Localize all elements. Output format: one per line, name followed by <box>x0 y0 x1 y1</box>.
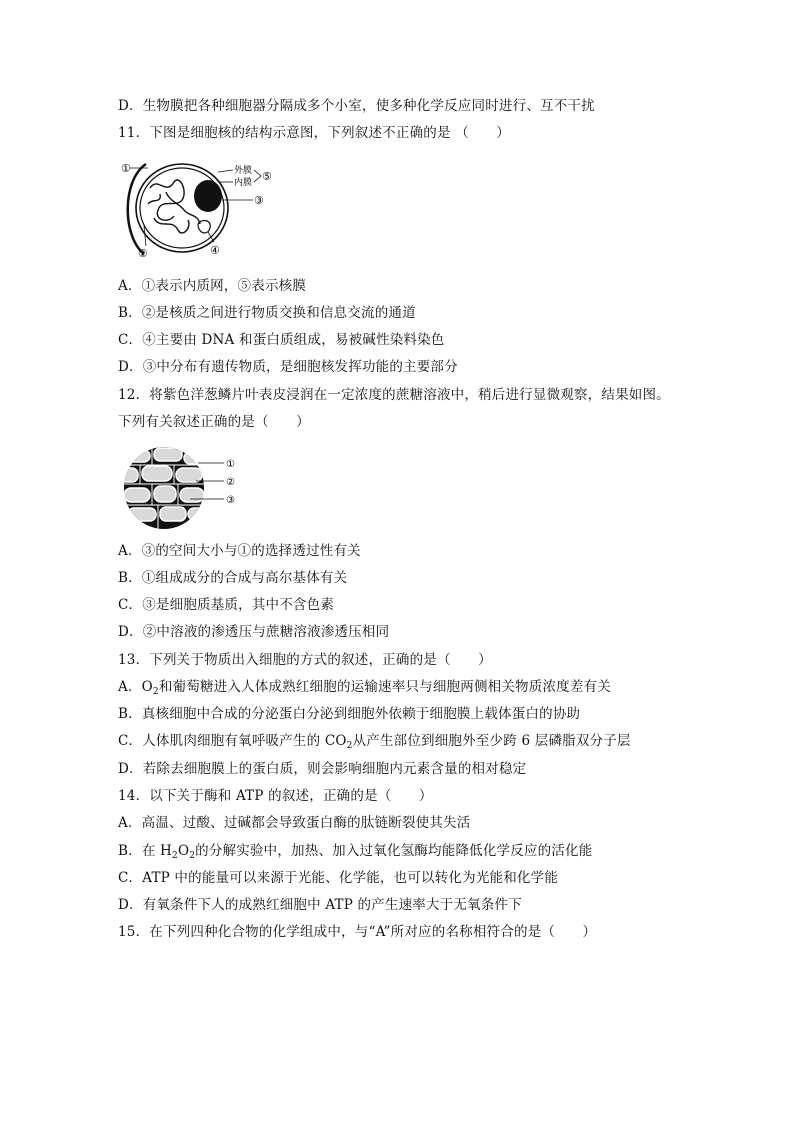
label-5: ⑤ <box>262 170 272 183</box>
q10-option-d: D．生物膜把各种细胞器分隔成多个小室，使多种化学反应同时进行、互不干扰 <box>118 98 595 114</box>
q13-option-d: D．若除去细胞膜上的蛋白质，则会影响细胞内元素含量的相对稳定 <box>118 761 527 777</box>
microscope-view-figure <box>118 444 246 532</box>
label-3: ③ <box>226 495 235 506</box>
q12-option-b: B．①组成成分的合成与高尔基体有关 <box>118 570 348 586</box>
q11-stem: 11．下图是细胞核的结构示意图，下列叙述不正确的是 （ ） <box>118 125 510 141</box>
q12-option-d: D．②中溶液的渗透压与蔗糖溶液渗透压相同 <box>118 624 390 640</box>
q11-option-d: D．③中分布有遗传物质，是细胞核发挥功能的主要部分 <box>118 359 458 375</box>
label-1: ① <box>121 162 131 175</box>
label-2: ② <box>226 477 235 488</box>
q11-option-b: B．②是核质之间进行物质交换和信息交流的通道 <box>118 305 416 321</box>
q14-option-a: A．高温、过酸、过碱都会导致蛋白酶的肽链断裂使其失活 <box>118 815 471 831</box>
q12-stem-line2: 下列有关叙述正确的是（ ） <box>118 414 310 430</box>
q13-option-c: C．人体肌肉细胞有氧呼吸产生的 $CO_2$从产生部位到细胞外至少跨 6 层磷脂双分子层 <box>118 733 631 751</box>
q12-option-a: A．③的空间大小与①的选择透过性有关 <box>118 543 361 559</box>
cells <box>118 444 210 532</box>
q13-option-a: A．$O_2$和葡萄糖进入人体成熟红细胞的运输速率只与细胞两侧相关物质浓度差有关 <box>118 679 611 697</box>
q12-stem-line1: 12．将紫色洋葱鳞片叶表皮浸润在一定浓度的蔗糖溶液中，稍后进行显微观察，结果如图。 <box>118 387 670 403</box>
endoplasmic-reticulum-curve <box>128 164 146 254</box>
label-inner-membrane: 内膜 <box>234 178 253 188</box>
q11-option-c: C．④主要由 DNA 和蛋白质组成，易被碱性染料染色 <box>118 332 445 348</box>
label-4: ④ <box>210 244 220 257</box>
q12-option-c: C．③是细胞质基质，其中不含色素 <box>118 597 335 613</box>
nucleolus <box>194 180 222 212</box>
q14-option-d: D．有氧条件下人的成熟红细胞中 ATP 的产生速率大于无氧条件下 <box>118 897 522 913</box>
label-1: ① <box>226 459 235 470</box>
q13-stem: 13．下列关于物质出入细胞的方式的叙述，正确的是（ ） <box>118 652 492 668</box>
label-3: ③ <box>254 194 264 207</box>
q14-option-b: B．在 $H_2O_2$的分解实验中，加热、加入过氧化氢酶均能降低化学反应的活化能 <box>118 843 593 861</box>
q14-option-c: C．ATP 中的能量可以来源于光能、化学能，也可以转化为光能和化学能 <box>118 870 559 886</box>
q14-stem: 14．以下关于酶和 ATP 的叙述，正确的是（ ） <box>118 788 433 804</box>
label-outer-membrane: 外膜 <box>234 166 253 176</box>
q15-stem: 15．在下列四种化合物的化学组成中，与“A”所对应的名称相符合的是（ ） <box>118 924 597 940</box>
chromatin <box>148 180 200 233</box>
nucleus-diagram <box>118 158 288 258</box>
q13-option-b: B．真核细胞中合成的分泌蛋白分泌到细胞外依赖于细胞膜上载体蛋白的协助 <box>118 706 581 722</box>
label-2: ② <box>138 247 148 258</box>
q11-option-a: A．①表示内质网，⑤表示核膜 <box>118 278 307 294</box>
